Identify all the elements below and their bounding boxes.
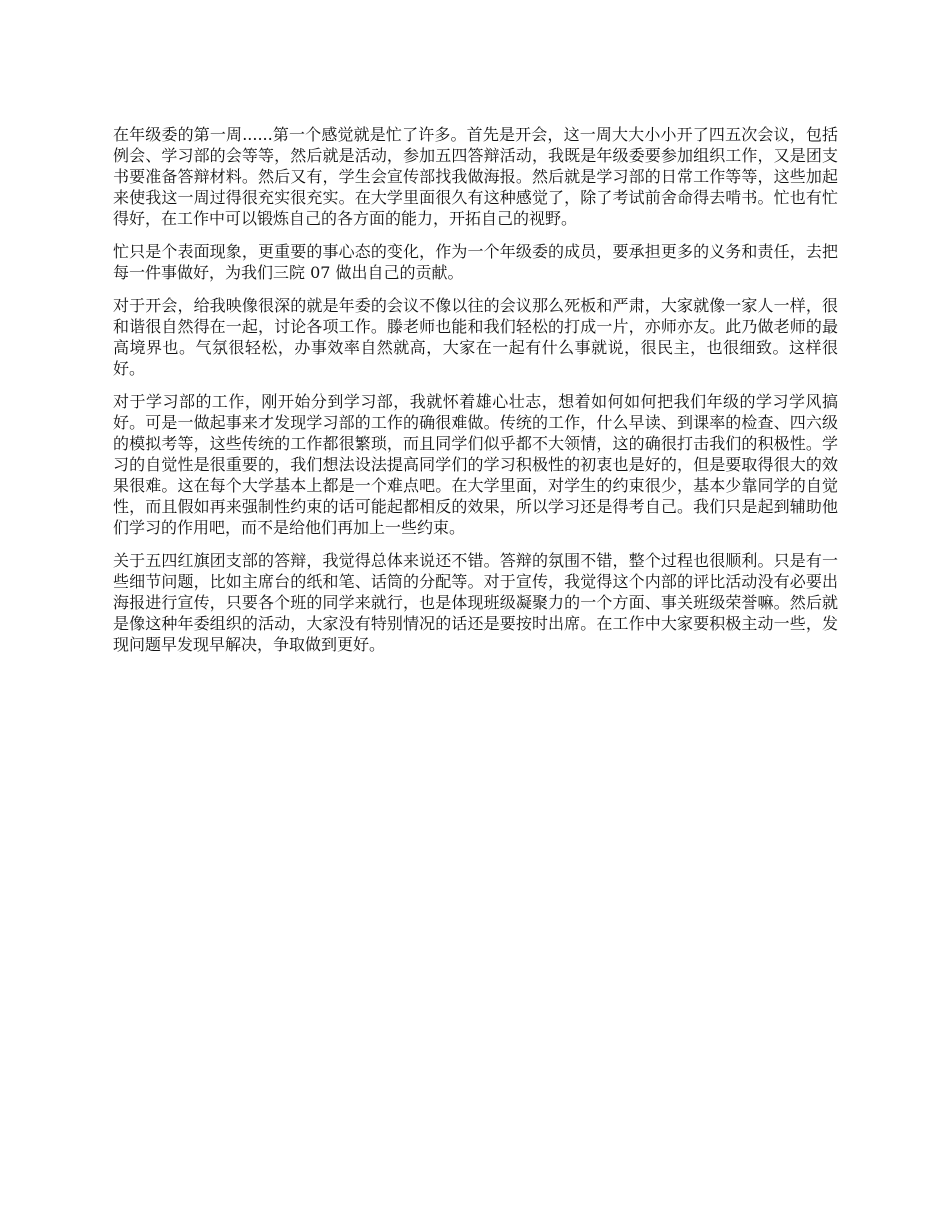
paragraph-3: 对于开会，给我映像很深的就是年委的会议不像以往的会议那么死板和严肃，大家就像一家人一样，很和谐很自然得在一起，讨论各项工作。滕老师也能和我们轻松的打成一片，亦师亦友。此乃做老师的最高境界也。气氛很轻松，办事效率自然就高，大家在一起有什么事就说，很民主，也很细致。这样很好。	[113, 296, 838, 378]
paragraph-1: 在年级委的第一周......第一个感觉就是忙了许多。首先是开会，这一周大大小小开了四五次会议，包括例会、学习部的会等等，然后就是活动，参加五四答辩活动，我既是年级委要参加组织工作，又是团支书要准备答辩材料。然后又有，学生会宣传部找我做海报。然后就是学习部的日常工作等等，这些加起来使我这一周过得很充实很充实。在大学里面很久有这种感觉了，除了考试前舍命得去啃书。忙也有忙得好，在工作中可以锻炼自己的各方面的能力，开拓自己的视野。	[113, 125, 838, 228]
paragraph-4: 对于学习部的工作，刚开始分到学习部，我就怀着雄心壮志，想着如何如何把我们年级的学习学风搞好。可是一做起事来才发现学习部的工作的确很难做。传统的工作，什么早读、到课率的检查、四六级的模拟考等，这些传统的工作都很繁琐，而且同学们似乎都不大领情，这的确很打击我们的积极性。学习的自觉性是很重要的，我们想法设法提高同学们的学习积极性的初衷也是好的，但是要取得很大的效果很难。这在每个大学基本上都是一个难点吧。在大学里面，对学生的约束很少，基本少靠同学的自觉性，而且假如再来强制性约束的话可能起都相反的效果，所以学习还是得考自己。我们只是起到辅助他们学习的作用吧，而不是给他们再加上一些约束。	[113, 392, 838, 537]
paragraph-2: 忙只是个表面现象，更重要的事心态的变化，作为一个年级委的成员，要承担更多的义务和责任，去把每一件事做好，为我们三院 07 做出自己的贡献。	[113, 242, 838, 282]
paragraph-5: 关于五四红旗团支部的答辩，我觉得总体来说还不错。答辩的氛围不错，整个过程也很顺利。只是有一些细节问题，比如主席台的纸和笔、话筒的分配等。对于宣传，我觉得这个内部的评比活动没有必要出海报进行宣传，只要各个班的同学来就行，也是体现班级凝聚力的一个方面、事关班级荣誉嘛。然后就是像这种年委组织的活动，大家没有特别情况的话还是要按时出席。在工作中大家要积极主动一些，发现问题早发现早解决，争取做到更好。	[113, 551, 838, 654]
document-body	[113, 124, 838, 667]
